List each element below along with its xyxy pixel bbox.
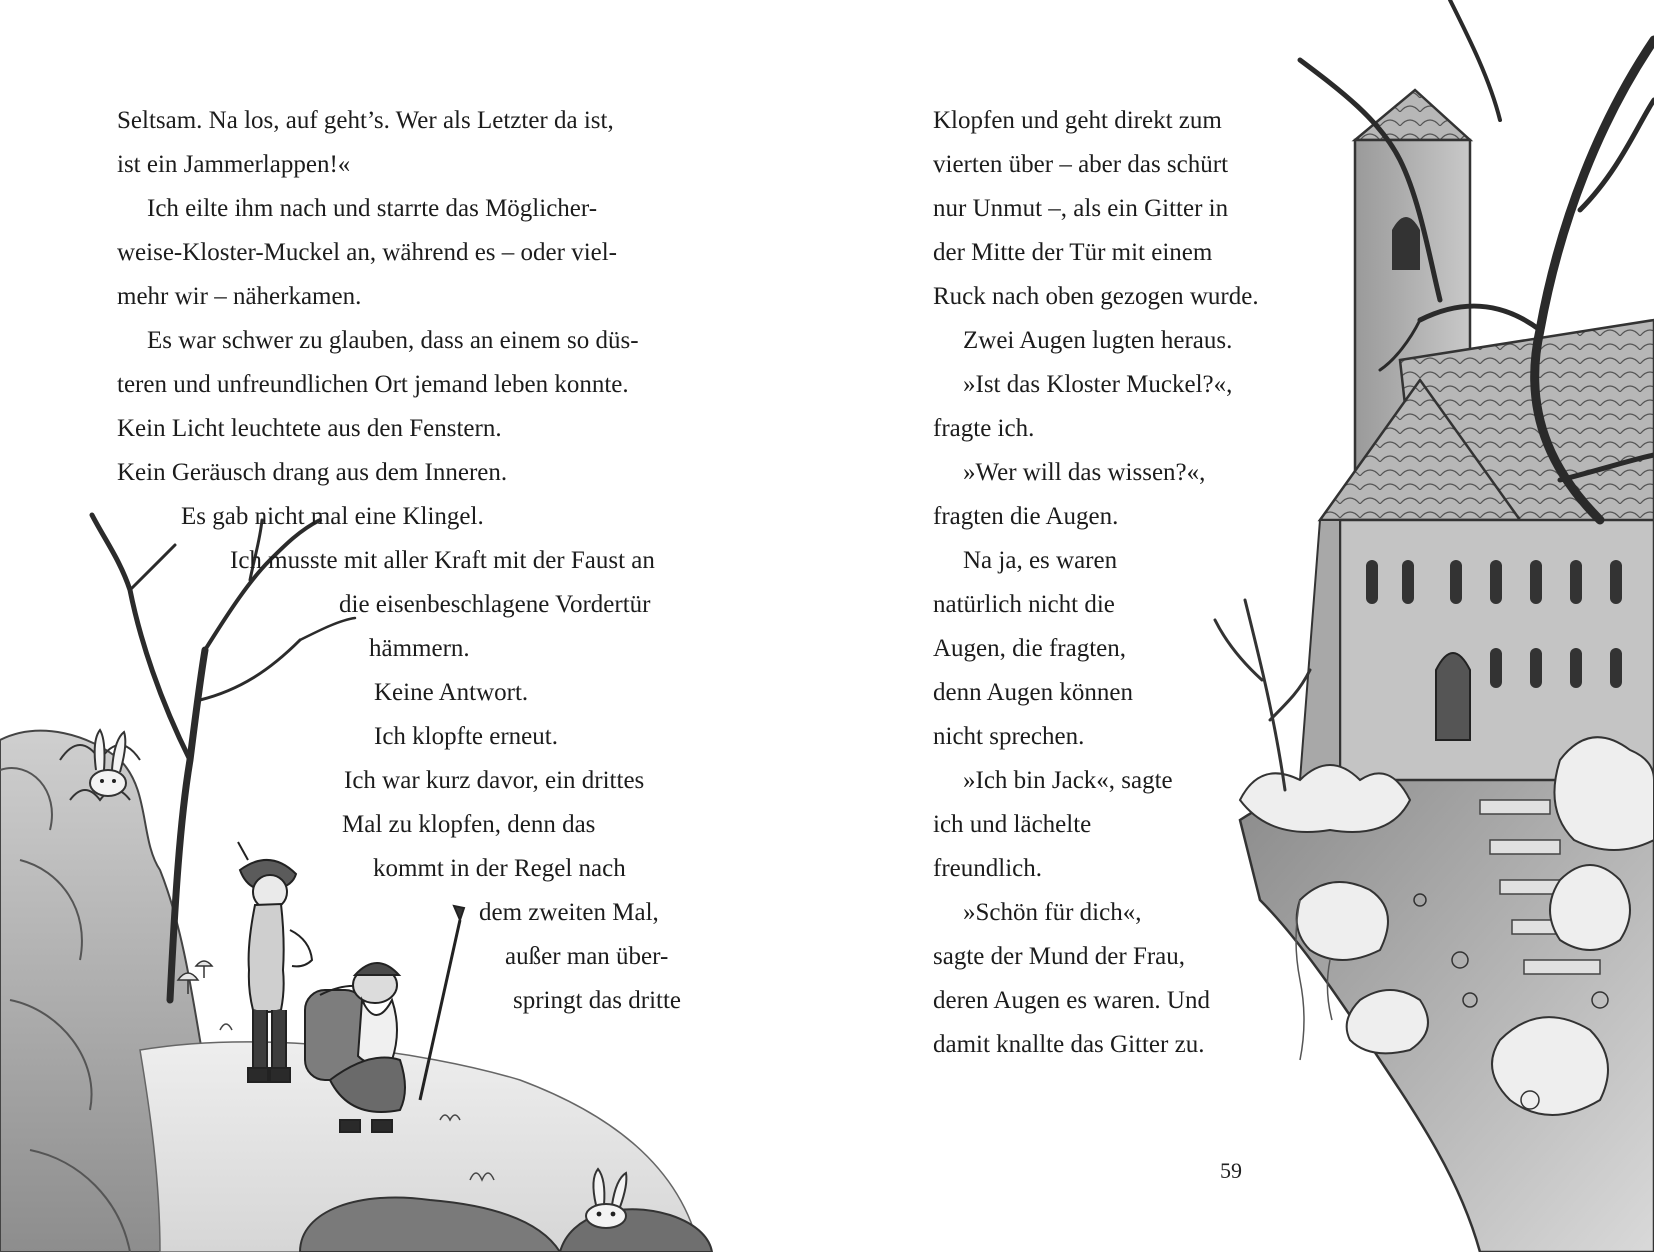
- text-line: nur Unmut –, als ein Gitter in: [933, 195, 1229, 222]
- text-line: hämmern.: [369, 635, 470, 662]
- text-line: dem zweiten Mal,: [479, 899, 659, 926]
- text-line: außer man über-: [505, 943, 669, 970]
- text-line: ist ein Jammerlappen!«: [117, 151, 351, 178]
- text-line: Ich klopfte erneut.: [374, 723, 558, 750]
- text-line: Ruck nach oben gezogen wurde.: [933, 283, 1259, 310]
- text-line: »Schön für dich«,: [963, 899, 1142, 926]
- text-line: fragte ich.: [933, 415, 1035, 442]
- text-line: Seltsam. Na los, auf geht’s. Wer als Letzter da ist,: [117, 107, 614, 134]
- text-line: sagte der Mund der Frau,: [933, 943, 1186, 970]
- text-line: fragten die Augen.: [933, 503, 1119, 530]
- text-line: weise-Kloster-Muckel an, während es – oder viel-: [117, 239, 618, 266]
- text-line: »Ich bin Jack«, sagte: [963, 767, 1173, 794]
- text-line: springt das dritte: [513, 987, 682, 1014]
- text-line: Ich eilte ihm nach und starrte das Möglicher-: [147, 195, 598, 222]
- text-line: damit knallte das Gitter zu.: [933, 1031, 1205, 1058]
- text-line: der Mitte der Tür mit einem: [933, 239, 1213, 266]
- text-line: Ich war kurz davor, ein drittes: [344, 767, 645, 794]
- text-line: Keine Antwort.: [374, 679, 529, 706]
- page-number: 59: [1220, 1158, 1242, 1183]
- text-line: die eisenbeschlagene Vordertür: [339, 591, 651, 618]
- text-line: Zwei Augen lugten heraus.: [963, 327, 1233, 354]
- text-line: denn Augen können: [933, 679, 1133, 706]
- text-line: Es gab nicht mal eine Klingel.: [181, 503, 484, 530]
- text-line: teren und unfreundlichen Ort jemand leben konnte.: [117, 371, 629, 398]
- text-line: Es war schwer zu glauben, dass an einem so düs-: [147, 327, 639, 354]
- text-line: kommt in der Regel nach: [373, 855, 626, 882]
- text-line: Kein Geräusch drang aus dem Inneren.: [117, 459, 508, 486]
- text-line: Augen, die fragten,: [933, 635, 1126, 662]
- text-line: freundlich.: [933, 855, 1042, 882]
- text-line: natürlich nicht die: [933, 591, 1115, 618]
- text-line: Ich musste mit aller Kraft mit der Faust an: [230, 547, 655, 574]
- text-line: mehr wir – näherkamen.: [117, 283, 362, 310]
- text-line: »Ist das Kloster Muckel?«,: [963, 371, 1233, 398]
- text-line: Klopfen und geht direkt zum: [933, 107, 1222, 134]
- text-line: nicht sprechen.: [933, 723, 1085, 750]
- text-line: Mal zu klopfen, denn das: [342, 811, 596, 838]
- text-line: Na ja, es waren: [963, 547, 1118, 574]
- text-line: Kein Licht leuchtete aus den Fenstern.: [117, 415, 502, 442]
- text-line: »Wer will das wissen?«,: [963, 459, 1206, 486]
- text-line: vierten über – aber das schürt: [933, 151, 1229, 178]
- text-line: deren Augen es waren. Und: [933, 987, 1210, 1014]
- text-line: ich und lächelte: [933, 811, 1092, 838]
